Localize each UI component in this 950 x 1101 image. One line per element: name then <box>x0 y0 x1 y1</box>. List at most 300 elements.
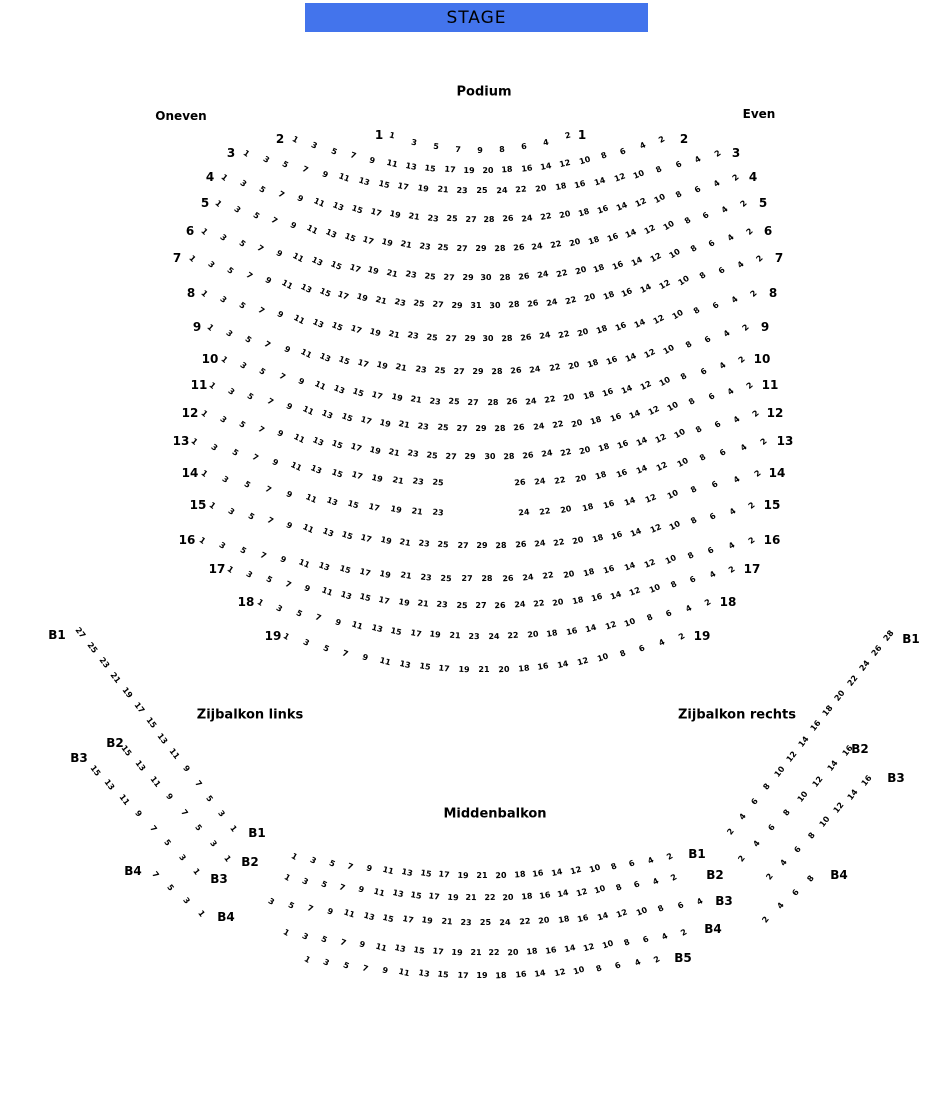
seat[interactable]: 5 <box>319 879 329 890</box>
seat[interactable]: 17 <box>368 501 382 514</box>
seat[interactable]: 10 <box>667 246 682 261</box>
seat[interactable]: 26 <box>502 214 515 224</box>
seat[interactable]: 18 <box>570 594 584 606</box>
seat[interactable]: 18 <box>545 627 559 639</box>
seat[interactable]: 17 <box>349 441 364 454</box>
seat[interactable]: 29 <box>461 272 474 283</box>
seat[interactable]: 9 <box>296 375 306 387</box>
seat[interactable]: 15 <box>350 203 364 216</box>
seat[interactable]: 1 <box>199 408 210 419</box>
seat[interactable]: 15 <box>358 592 372 604</box>
seat[interactable]: 28 <box>494 423 506 434</box>
seat[interactable]: 16 <box>538 889 552 901</box>
seat[interactable]: 12 <box>643 346 658 360</box>
seat[interactable]: 1 <box>281 927 291 938</box>
seat[interactable]: 27 <box>461 573 473 584</box>
seat[interactable]: 24 <box>540 448 553 460</box>
seat[interactable]: 1 <box>282 872 292 883</box>
seat[interactable]: 13 <box>362 910 376 923</box>
seat[interactable]: 7 <box>256 424 267 435</box>
seat[interactable]: 6 <box>749 796 761 807</box>
seat[interactable]: 24 <box>524 395 538 407</box>
seat[interactable]: 16 <box>605 231 620 244</box>
seat[interactable]: 8 <box>683 339 694 350</box>
seat[interactable]: 8 <box>761 781 773 792</box>
seat[interactable]: 19 <box>458 664 471 674</box>
seat[interactable]: 14 <box>624 350 638 364</box>
seat[interactable]: 12 <box>658 278 673 292</box>
seat[interactable]: 27 <box>445 451 458 461</box>
seat[interactable]: 2 <box>760 914 771 925</box>
seat[interactable]: 3 <box>218 294 229 305</box>
seat[interactable]: 12 <box>634 196 648 210</box>
seat[interactable]: 13 <box>318 350 332 364</box>
seat[interactable]: 19 <box>389 504 403 516</box>
seat[interactable]: 9 <box>284 401 294 412</box>
seat[interactable]: 5 <box>294 608 304 619</box>
seat[interactable]: 16 <box>602 563 616 576</box>
seat[interactable]: 12 <box>638 379 653 392</box>
seat[interactable]: 20 <box>526 629 539 641</box>
seat[interactable]: 12 <box>648 522 663 536</box>
seat[interactable]: 20 <box>562 568 575 580</box>
seat[interactable]: 18 <box>501 164 514 175</box>
seat[interactable]: 25 <box>440 573 453 583</box>
seat[interactable]: 16 <box>590 592 604 604</box>
seat[interactable]: 18 <box>594 469 608 482</box>
seat[interactable]: 4 <box>660 930 670 942</box>
seat[interactable]: 17 <box>438 663 451 674</box>
seat[interactable]: 10 <box>663 553 678 567</box>
seat[interactable]: 1 <box>290 134 300 145</box>
seat[interactable]: 5 <box>237 419 248 430</box>
seat[interactable]: 25 <box>476 186 488 195</box>
seat[interactable]: 8 <box>686 550 696 561</box>
seat[interactable]: 3 <box>226 505 237 517</box>
seat[interactable]: 26 <box>510 365 523 376</box>
seat[interactable]: 8 <box>599 150 609 162</box>
seat[interactable]: 2 <box>752 468 763 479</box>
seat[interactable]: 3 <box>275 602 285 614</box>
seat[interactable]: 21 <box>465 892 477 903</box>
seat[interactable]: 9 <box>365 863 374 874</box>
seat[interactable]: 7 <box>150 869 161 880</box>
seat[interactable]: 3 <box>209 442 220 453</box>
seat[interactable]: 22 <box>507 631 520 641</box>
seat[interactable]: 20 <box>497 664 510 674</box>
seat[interactable]: 30 <box>480 272 493 283</box>
seat[interactable]: 10 <box>670 308 685 322</box>
seat[interactable]: 23 <box>460 917 472 928</box>
seat[interactable]: 13 <box>404 160 418 172</box>
seat[interactable]: 3 <box>218 232 229 243</box>
seat[interactable]: 23 <box>393 296 407 308</box>
seat[interactable]: 4 <box>778 858 789 868</box>
seat[interactable]: 9 <box>164 792 175 802</box>
seat[interactable]: 12 <box>643 557 657 570</box>
seat[interactable]: 19 <box>368 444 383 457</box>
seat[interactable]: 22 <box>551 419 565 431</box>
seat[interactable]: 24 <box>488 631 500 642</box>
seat[interactable]: 28 <box>481 573 493 584</box>
seat[interactable]: 9 <box>284 519 294 531</box>
seat[interactable]: 28 <box>881 628 896 643</box>
seat[interactable]: 25 <box>437 242 450 253</box>
seat[interactable]: 17 <box>369 206 383 219</box>
seat[interactable]: 24 <box>517 507 530 518</box>
seat[interactable]: 2 <box>657 134 667 145</box>
seat[interactable]: 6 <box>637 643 647 654</box>
seat[interactable]: 25 <box>425 331 438 343</box>
seat[interactable]: 19 <box>450 947 463 957</box>
seat[interactable]: 23 <box>432 507 445 518</box>
seat[interactable]: 8 <box>689 515 699 527</box>
seat[interactable]: 29 <box>476 541 488 550</box>
seat[interactable]: 12 <box>553 966 567 979</box>
seat[interactable]: 18 <box>596 441 611 454</box>
seat[interactable]: 26 <box>513 477 526 488</box>
seat[interactable]: 15 <box>418 661 431 672</box>
seat[interactable]: 4 <box>683 602 693 614</box>
seat[interactable]: 17 <box>336 289 351 302</box>
seat[interactable]: 12 <box>648 251 663 265</box>
seat[interactable]: 8 <box>687 396 697 408</box>
seat[interactable]: 3 <box>176 852 188 863</box>
seat[interactable]: 1 <box>289 851 299 862</box>
seat[interactable]: 3 <box>308 854 318 866</box>
seat[interactable]: 8 <box>609 861 618 872</box>
seat[interactable]: 2 <box>712 148 723 159</box>
seat[interactable]: 14 <box>639 282 654 296</box>
seat[interactable]: 13 <box>323 227 338 241</box>
seat[interactable]: 28 <box>486 397 499 408</box>
seat[interactable]: 22 <box>541 570 555 582</box>
seat[interactable]: 1 <box>241 148 252 159</box>
seat[interactable]: 1 <box>228 823 239 834</box>
seat[interactable]: 5 <box>286 899 296 911</box>
seat[interactable]: 29 <box>464 451 477 462</box>
seat[interactable]: 14 <box>584 622 598 635</box>
seat[interactable]: 2 <box>738 198 749 209</box>
seat[interactable]: 3 <box>218 414 229 425</box>
seat[interactable]: 1 <box>388 130 396 141</box>
seat[interactable]: 2 <box>730 172 741 183</box>
seat[interactable]: 3 <box>301 875 311 887</box>
seat[interactable]: 27 <box>456 243 469 254</box>
seat[interactable]: 5 <box>432 141 440 152</box>
seat[interactable]: 16 <box>596 203 610 216</box>
seat[interactable]: 16 <box>808 718 823 734</box>
seat[interactable]: 9 <box>282 343 292 355</box>
seat[interactable]: 21 <box>448 631 461 641</box>
seat[interactable]: 3 <box>206 259 217 270</box>
seat[interactable]: 19 <box>397 596 411 608</box>
seat[interactable]: 15 <box>329 258 343 272</box>
seat[interactable]: 24 <box>499 917 511 928</box>
seat[interactable]: 3 <box>180 895 192 906</box>
seat[interactable]: 6 <box>688 574 698 586</box>
seat[interactable]: 3 <box>300 930 310 942</box>
seat[interactable]: 15 <box>412 944 426 956</box>
seat[interactable]: 21 <box>436 184 449 195</box>
seat[interactable]: 21 <box>385 267 399 279</box>
seat[interactable]: 1 <box>187 253 198 264</box>
seat[interactable]: 4 <box>711 178 722 189</box>
seat[interactable]: 18 <box>580 501 594 514</box>
seat[interactable]: 24 <box>533 476 547 487</box>
seat[interactable]: 27 <box>456 423 468 434</box>
seat[interactable]: 7 <box>265 515 275 527</box>
seat[interactable]: 26 <box>494 600 507 611</box>
seat[interactable]: 4 <box>729 294 740 305</box>
seat[interactable]: 24 <box>521 572 534 583</box>
seat[interactable]: 15 <box>340 529 354 542</box>
seat[interactable]: 1 <box>213 198 224 209</box>
seat[interactable]: 7 <box>256 304 266 316</box>
seat[interactable]: 14 <box>825 758 840 774</box>
seat[interactable]: 4 <box>719 204 730 216</box>
seat[interactable]: 3 <box>220 474 231 485</box>
seat[interactable]: 8 <box>689 484 699 496</box>
seat[interactable]: 14 <box>539 160 553 172</box>
seat[interactable]: 26 <box>501 573 514 583</box>
seat[interactable]: 14 <box>796 734 811 749</box>
seat[interactable]: 2 <box>746 535 757 546</box>
seat[interactable]: 18 <box>495 970 508 981</box>
seat[interactable]: 3 <box>238 360 249 371</box>
seat[interactable]: 29 <box>451 300 463 311</box>
seat[interactable]: 20 <box>568 236 582 249</box>
seat[interactable]: 24 <box>513 599 526 610</box>
seat[interactable]: 13 <box>298 282 313 296</box>
seat[interactable]: 10 <box>665 399 680 414</box>
seat[interactable]: 9 <box>271 456 281 468</box>
seat[interactable]: 14 <box>634 435 649 449</box>
seat[interactable]: 8 <box>691 304 702 316</box>
seat[interactable]: 5 <box>321 643 331 654</box>
seat[interactable]: 4 <box>637 140 647 151</box>
seat[interactable]: 4 <box>775 901 786 911</box>
seat[interactable]: 26 <box>505 397 518 407</box>
seat[interactable]: 5 <box>329 145 339 157</box>
seat[interactable]: 3 <box>266 896 276 907</box>
seat[interactable]: 22 <box>539 211 553 223</box>
seat[interactable]: 4 <box>646 854 656 866</box>
seat[interactable]: 20 <box>558 209 572 221</box>
seat[interactable]: 20 <box>577 444 592 457</box>
seat[interactable]: 5 <box>250 210 261 221</box>
seat[interactable]: 9 <box>133 809 144 819</box>
seat[interactable]: 7 <box>263 484 273 496</box>
seat[interactable]: 8 <box>679 371 689 382</box>
seat[interactable]: 23 <box>404 269 418 281</box>
seat[interactable]: 6 <box>613 960 623 972</box>
seat[interactable]: 11 <box>303 492 318 505</box>
seat[interactable]: 21 <box>476 871 488 880</box>
seat[interactable]: 1 <box>199 468 210 479</box>
seat[interactable]: 22 <box>515 184 528 195</box>
seat[interactable]: 9 <box>274 248 285 259</box>
seat[interactable]: 21 <box>374 294 388 307</box>
seat[interactable]: 14 <box>550 866 564 879</box>
seat[interactable]: 21 <box>469 947 482 958</box>
seat[interactable]: 22 <box>538 506 552 517</box>
seat[interactable]: 12 <box>575 886 589 898</box>
seat[interactable]: 16 <box>532 868 545 880</box>
seat[interactable]: 13 <box>393 943 407 955</box>
seat[interactable]: 2 <box>740 322 751 333</box>
seat[interactable]: 17 <box>431 946 444 957</box>
seat[interactable]: 18 <box>601 289 616 302</box>
seat[interactable]: 17 <box>350 469 364 482</box>
seat[interactable]: 12 <box>642 223 657 237</box>
seat[interactable]: 3 <box>301 637 311 649</box>
seat[interactable]: 4 <box>695 896 705 907</box>
seat[interactable]: 25 <box>433 365 446 376</box>
seat[interactable]: 9 <box>320 168 330 180</box>
seat[interactable]: 23 <box>414 364 427 375</box>
seat[interactable]: 16 <box>840 743 855 758</box>
seat[interactable]: 9 <box>275 309 285 321</box>
seat[interactable]: 23 <box>426 212 439 224</box>
seat[interactable]: 11 <box>374 941 388 953</box>
seat[interactable]: 11 <box>385 157 399 170</box>
seat[interactable]: 2 <box>764 871 775 882</box>
seat[interactable]: 6 <box>664 608 674 619</box>
seat[interactable]: 19 <box>370 472 384 484</box>
seat[interactable]: 4 <box>738 442 749 453</box>
seat[interactable]: 1 <box>255 597 266 608</box>
seat[interactable]: 12 <box>653 431 668 445</box>
seat[interactable]: 21 <box>478 665 490 674</box>
seat[interactable]: 2 <box>750 408 761 419</box>
seat[interactable]: 10 <box>675 455 690 469</box>
seat[interactable]: 10 <box>672 427 687 441</box>
seat[interactable]: 20 <box>537 915 551 927</box>
seat[interactable]: 5 <box>236 238 247 249</box>
seat[interactable]: 21 <box>388 446 401 458</box>
seat[interactable]: 22 <box>532 598 545 609</box>
seat[interactable]: 2 <box>665 851 675 862</box>
seat[interactable]: 13 <box>311 316 325 330</box>
seat[interactable]: 18 <box>554 180 567 192</box>
seat[interactable]: 9 <box>284 489 294 500</box>
seat[interactable]: 2 <box>669 872 679 883</box>
seat[interactable]: 1 <box>207 500 218 511</box>
seat[interactable]: 16 <box>611 258 625 272</box>
seat[interactable]: 9 <box>279 554 289 565</box>
seat[interactable]: 8 <box>614 882 623 893</box>
seat[interactable]: 21 <box>407 211 421 223</box>
seat[interactable]: 20 <box>502 892 514 902</box>
seat[interactable]: 12 <box>569 864 583 877</box>
seat[interactable]: 16 <box>620 285 635 299</box>
seat[interactable]: 8 <box>805 830 817 841</box>
seat[interactable]: 19 <box>476 971 488 980</box>
seat[interactable]: 11 <box>381 864 395 877</box>
seat[interactable]: 8 <box>698 270 708 281</box>
seat[interactable]: 16 <box>608 411 623 424</box>
seat[interactable]: 25 <box>437 539 450 550</box>
seat[interactable]: 13 <box>102 777 117 793</box>
seat[interactable]: 8 <box>618 648 627 659</box>
seat[interactable]: 16 <box>514 969 527 980</box>
seat[interactable]: 16 <box>614 320 628 333</box>
seat[interactable]: 5 <box>162 837 173 848</box>
seat[interactable]: 11 <box>289 459 303 473</box>
seat[interactable]: 25 <box>436 422 449 433</box>
seat[interactable]: 6 <box>702 333 713 345</box>
seat[interactable]: 10 <box>652 192 667 206</box>
seat[interactable]: 3 <box>322 957 332 969</box>
seat[interactable]: 14 <box>633 316 647 330</box>
seat[interactable]: 2 <box>726 564 737 575</box>
seat[interactable]: 22 <box>559 446 572 458</box>
seat[interactable]: 20 <box>567 360 581 372</box>
seat[interactable]: 13 <box>332 382 347 396</box>
seat[interactable]: 11 <box>312 196 326 210</box>
seat[interactable]: 3 <box>238 178 249 189</box>
seat[interactable]: 7 <box>265 396 275 408</box>
seat[interactable]: 9 <box>295 193 305 205</box>
seat[interactable]: 7 <box>341 648 350 659</box>
seat[interactable]: 8 <box>697 452 708 463</box>
seat[interactable]: 6 <box>673 159 684 171</box>
seat[interactable]: 12 <box>603 619 618 632</box>
seat[interactable]: 14 <box>619 382 634 396</box>
seat[interactable]: 16 <box>610 529 624 542</box>
seat[interactable]: 25 <box>426 450 439 461</box>
seat[interactable]: 26 <box>520 331 533 343</box>
seat[interactable]: 15 <box>88 763 103 778</box>
seat[interactable]: 10 <box>595 651 610 664</box>
seat[interactable]: 22 <box>488 947 501 958</box>
seat[interactable]: 18 <box>582 566 596 578</box>
seat[interactable]: 7 <box>262 339 273 350</box>
seat[interactable]: 11 <box>319 585 334 599</box>
seat[interactable]: 24 <box>531 241 544 252</box>
seat[interactable]: 10 <box>572 964 586 977</box>
seat[interactable]: 10 <box>795 789 810 805</box>
seat[interactable]: 5 <box>165 882 176 893</box>
seat[interactable]: 27 <box>73 625 88 640</box>
seat[interactable]: 2 <box>744 226 755 237</box>
seat[interactable]: 19 <box>375 360 389 372</box>
seat[interactable]: 21 <box>108 670 123 686</box>
seat[interactable]: 19 <box>379 534 393 547</box>
seat[interactable]: 13 <box>325 495 339 509</box>
seat[interactable]: 20 <box>576 326 590 338</box>
seat[interactable]: 19 <box>366 264 381 277</box>
seat[interactable]: 22 <box>553 474 567 486</box>
seat[interactable]: 12 <box>644 492 659 505</box>
seat[interactable]: 28 <box>495 540 508 551</box>
seat[interactable]: 17 <box>401 914 414 926</box>
seat[interactable]: 17 <box>456 970 469 981</box>
seat[interactable]: 18 <box>577 206 591 219</box>
seat[interactable]: 22 <box>543 394 557 406</box>
seat[interactable]: 21 <box>395 362 408 374</box>
seat[interactable]: 14 <box>629 255 644 269</box>
seat[interactable]: 9 <box>361 652 370 663</box>
seat[interactable]: 25 <box>432 477 445 488</box>
seat[interactable]: 29 <box>472 367 484 376</box>
seat[interactable]: 5 <box>237 299 248 311</box>
seat[interactable]: 13 <box>370 622 384 635</box>
seat[interactable]: 8 <box>498 144 506 155</box>
seat[interactable]: 14 <box>845 787 860 802</box>
seat[interactable]: 7 <box>348 150 358 162</box>
